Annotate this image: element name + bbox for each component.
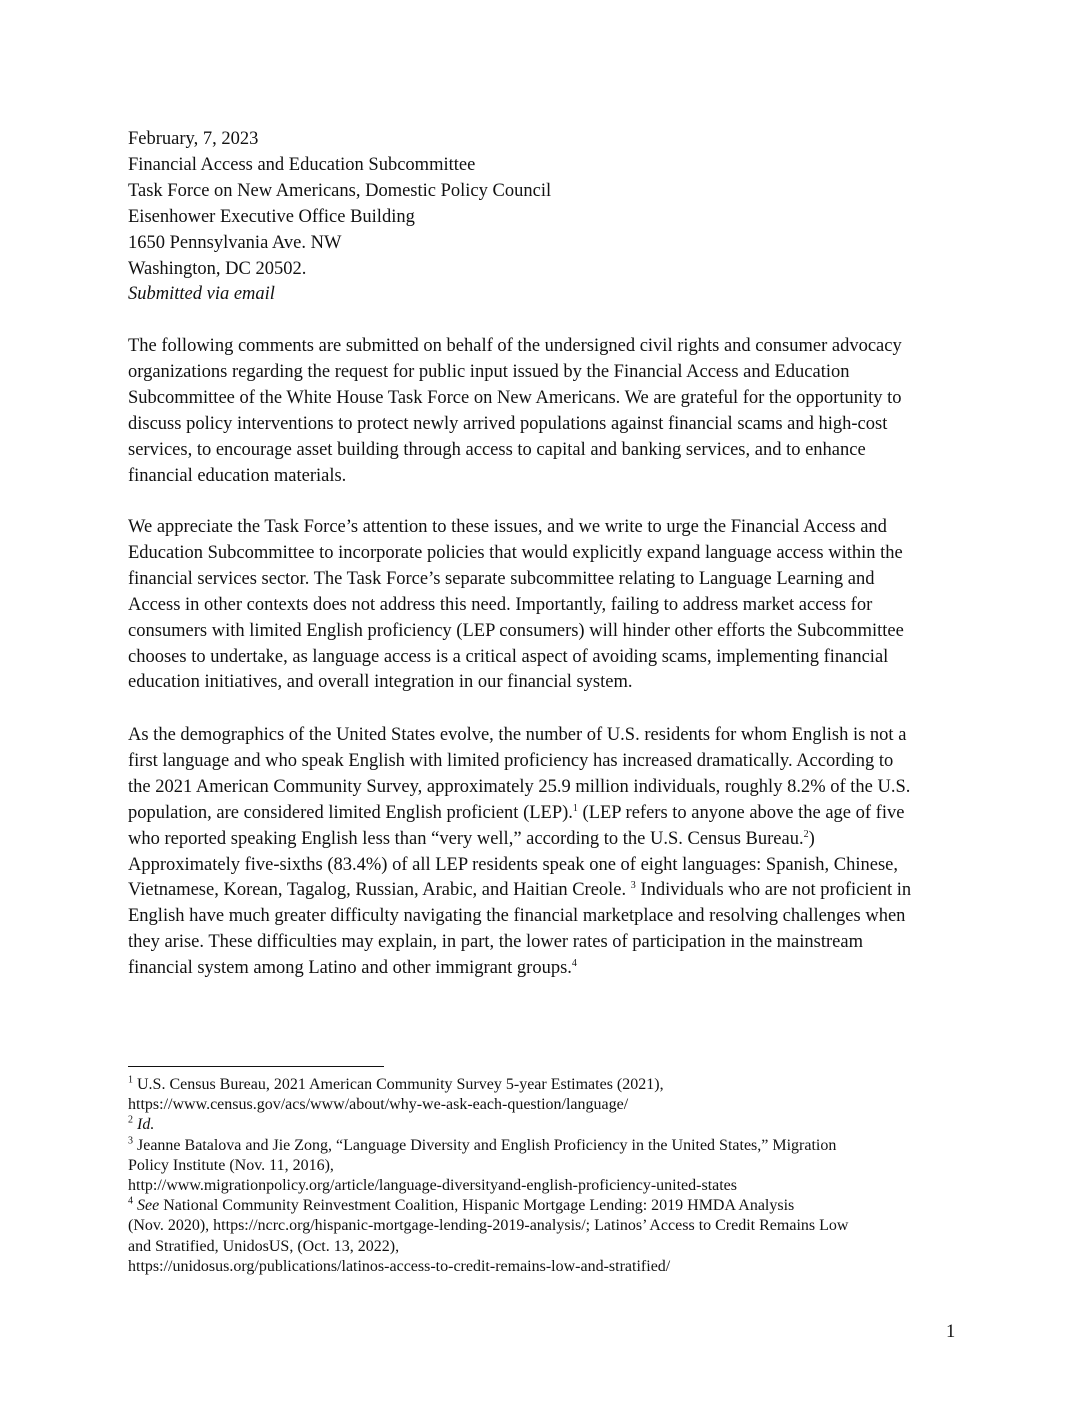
footnote-number: 3 <box>128 1135 133 1147</box>
paragraph-line: Education Subcommittee to incorporate policies that would explicitly expand language access within the <box>128 542 903 563</box>
footnote-text: (Nov. 2020), https://ncrc.org/hispanic-mortgage-lending-2019-analysis/; Latinos’ Access to Credit Remains Low <box>128 1217 849 1235</box>
footnotes <box>128 1075 978 1277</box>
paragraph-line: English have much greater difficulty navigating the financial marketplace and resolving challenges when <box>128 906 906 927</box>
recipient-line: Task Force on New Americans, Domestic Policy Council <box>128 180 552 201</box>
line-text: population, are considered limited English proficient (LEP). <box>128 802 573 823</box>
paragraph-line <box>128 956 968 982</box>
submission-note: Submitted via email <box>128 284 275 305</box>
paragraph-line: financial services sector. The Task Force’s separate subcommittee relating to Language Learning and <box>128 568 875 589</box>
paragraph-line: consumers with limited English proficiency (LEP consumers) will hinder other efforts the Subcommittee <box>128 620 904 641</box>
line-text: Vietnamese, Korean, Tagalog, Russian, Arabic, and Haitian Creole. <box>128 880 627 901</box>
paragraph-line: Approximately five-sixths (83.4%) of all LEP residents speak one of eight languages: Spanish, Chinese, <box>128 854 898 875</box>
letter-header <box>128 127 968 308</box>
paragraph-line: Access in other contexts does not address this need. Importantly, failing to address market access for <box>128 594 873 615</box>
paragraph-line: education initiatives, and overall integration in our financial system. <box>128 672 633 693</box>
line-text: Individuals who are not proficient in <box>635 880 912 901</box>
paragraph-line <box>128 801 968 827</box>
footnote-link[interactable]: https://unidosus.org/publications/latinos-access-to-credit-remains-low-and-stratified/ <box>128 1257 671 1275</box>
paragraph-line: The following comments are submitted on behalf of the undersigned civil rights and consumer advocacy <box>128 336 902 356</box>
footnote-text: Jeanne Batalova and Jie Zong, “Language Diversity and English Proficiency in the United States,” Migration <box>133 1136 837 1154</box>
paragraph-line: chooses to undertake, as language access is a critical aspect of avoiding scams, implementing financial <box>128 646 889 667</box>
paragraph-line: Subcommittee of the White House Task Force on New Americans. We are grateful for the opportunity to <box>128 387 902 408</box>
footnote-link[interactable]: https://www.census.gov/acs/www/about/why-we-ask-each-question/language/ <box>128 1096 629 1114</box>
page-number: 1 <box>946 1322 956 1342</box>
footnote-divider <box>128 1066 384 1067</box>
footnote-4 <box>128 1196 978 1216</box>
paragraph-intro <box>128 334 968 489</box>
paragraph-line: We appreciate the Task Force’s attention to these issues, and we write to urge the Financial Access and <box>128 517 887 537</box>
paragraph-line: they arise. These difficulties may explain, in part, the lower rates of participation in the mainstream <box>128 932 863 953</box>
letter-date: February, 7, 2023 <box>128 129 259 149</box>
footnote-number: 2 <box>128 1115 133 1127</box>
paragraph-line <box>128 878 968 904</box>
recipient-line: 1650 Pennsylvania Ave. NW <box>128 232 342 253</box>
paragraph-line: As the demographics of the United States evolve, the number of U.S. residents for whom English is not a <box>128 725 907 745</box>
paragraph-line: organizations regarding the request for public input issued by the Financial Access and Education <box>128 361 850 382</box>
recipient-line: Eisenhower Executive Office Building <box>128 206 415 227</box>
line-text: financial system among Latino and other immigrant groups. <box>128 958 572 979</box>
paragraph-demographics <box>128 723 968 982</box>
line-text: who reported speaking English less than “very well,” according to the U.S. Census Bureau. <box>128 828 804 849</box>
footnote-signal: See <box>137 1197 160 1215</box>
paragraph-line: first language and who speak English with limited proficiency has increased dramatically. According to <box>128 750 894 771</box>
paragraph-line: the 2021 American Community Survey, approximately 25.9 million individuals, roughly 8.2% of the U.S. <box>128 776 911 797</box>
paragraph-line: discuss policy interventions to protect newly arrived populations against financial scams and high-cost <box>128 413 888 434</box>
footnote-number: 1 <box>128 1074 133 1086</box>
footnote-ref[interactable]: 3 <box>630 880 636 892</box>
footnote-text: National Community Reinvestment Coalition, Hispanic Mortgage Lending: 2019 HMDA Analysis <box>159 1197 795 1215</box>
footnote-3 <box>128 1136 978 1156</box>
recipient-line: Washington, DC 20502. <box>128 258 307 279</box>
line-text: (LEP refers to anyone above the age of five <box>577 802 905 823</box>
footnote-text: Policy Institute (Nov. 11, 2016), <box>128 1156 334 1174</box>
footnote-ref[interactable]: 2 <box>803 828 809 840</box>
paragraph-language-access <box>128 515 968 696</box>
paragraph-line <box>128 827 968 853</box>
footnote-ref[interactable]: 4 <box>571 958 577 969</box>
footnote-text: Id. <box>137 1116 155 1134</box>
paragraph-line: services, to encourage asset building through access to capital and banking services, and to enhance <box>128 439 866 460</box>
footnote-text: U.S. Census Bureau, 2021 American Community Survey 5-year Estimates (2021), <box>133 1076 664 1093</box>
footnote-2 <box>128 1115 978 1135</box>
footnote-1 <box>128 1075 978 1095</box>
footnote-text: and Stratified, UnidosUS, (Oct. 13, 2022), <box>128 1237 400 1255</box>
footnote-number: 4 <box>128 1195 133 1207</box>
paragraph-line: financial education materials. <box>128 465 347 486</box>
footnote-link[interactable]: http://www.migrationpolicy.org/article/language-diversityand-english-proficiency-united-states <box>128 1177 738 1195</box>
line-text: ) <box>808 828 815 849</box>
recipient-line: Financial Access and Education Subcommittee <box>128 154 476 175</box>
footnote-ref[interactable]: 1 <box>572 802 578 814</box>
